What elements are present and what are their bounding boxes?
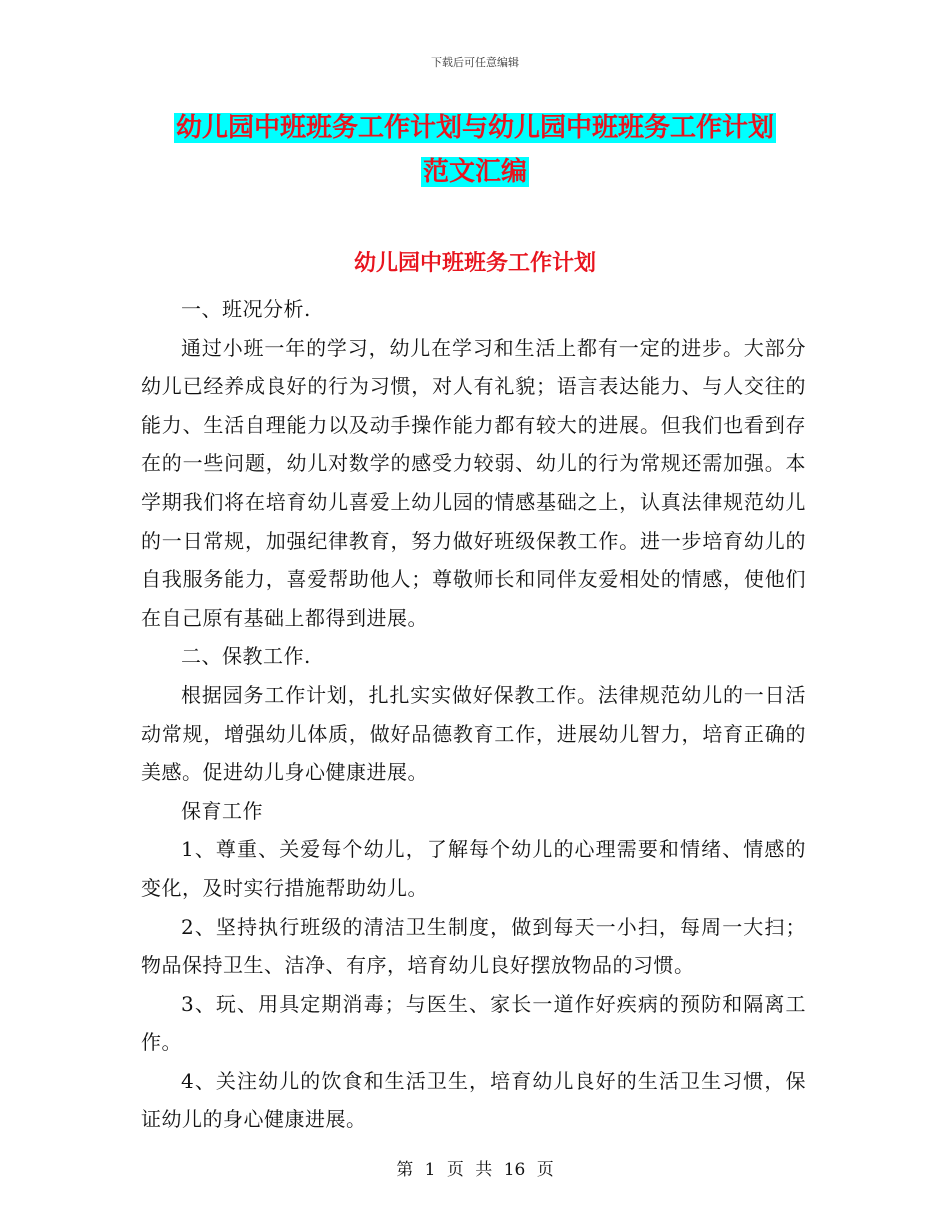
list-item: 3、玩、用具定期消毒；与医生、家长一道作好疾病的预防和隔离工作。 xyxy=(141,991,806,1055)
document-title xyxy=(0,106,950,194)
heading-nursing-work: 保育工作 xyxy=(181,798,263,823)
section-title: 幼儿园中班班务工作计划 xyxy=(353,251,596,276)
document-body xyxy=(141,290,806,1139)
paragraph-class-analysis: 通过小班一年的学习，幼儿在学习和生活上都有一定的进步。大部分幼儿已经养成良好的行为习惯，对人有礼貌；语言表达能力、与人交往的能力、生活自理能力以及动手操作能力都有较大的进展。但我们也看到存在的一些问题，幼儿对数学的感受力较弱、幼儿的行为常规还需加强。本学期我们将在培育幼儿喜爱上幼儿园的情感基础之上，认真法律规范幼儿的一日常规，加强纪律教育，努力做好班级保教工作。进一步培育幼儿的自我服务能力，喜爱帮助他人；尊敬师长和同伴友爱相处的情感，使他们在自己原有基础上都得到进展。 xyxy=(141,335,806,630)
list-item: 2、坚持执行班级的清洁卫生制度，做到每天一小扫，每周一大扫；物品保持卫生、洁净、有序，培育幼儿良好摆放物品的习惯。 xyxy=(141,914,806,978)
heading-class-analysis: 一、班况分析. xyxy=(181,297,311,321)
list-item: 4、关注幼儿的饮食和生活卫生，培育幼儿良好的生活卫生习惯，保证幼儿的身心健康进展。 xyxy=(141,1068,806,1132)
heading-care-education: 二、保教工作. xyxy=(181,644,311,669)
header-note: 下载后可任意编辑 xyxy=(431,56,519,69)
page-footer: 第 1 页 共 16 页 xyxy=(396,1160,554,1180)
list-item: 1、尊重、关爱每个幼儿，了解每个幼儿的心理需要和情绪、情感的变化，及时实行措施帮助幼儿。 xyxy=(141,837,806,900)
paragraph-care-education: 根据园务工作计划，扎扎实实做好保教工作。法律规范幼儿的一日活动常规，增强幼儿体质，做好品德教育工作，进展幼儿智力，培育正确的美感。促进幼儿身心健康进展。 xyxy=(141,682,806,785)
title-line-1: 幼儿园中班班务工作计划与幼儿园中班班务工作计划 xyxy=(175,113,774,143)
title-line-2: 范文汇编 xyxy=(422,157,527,187)
